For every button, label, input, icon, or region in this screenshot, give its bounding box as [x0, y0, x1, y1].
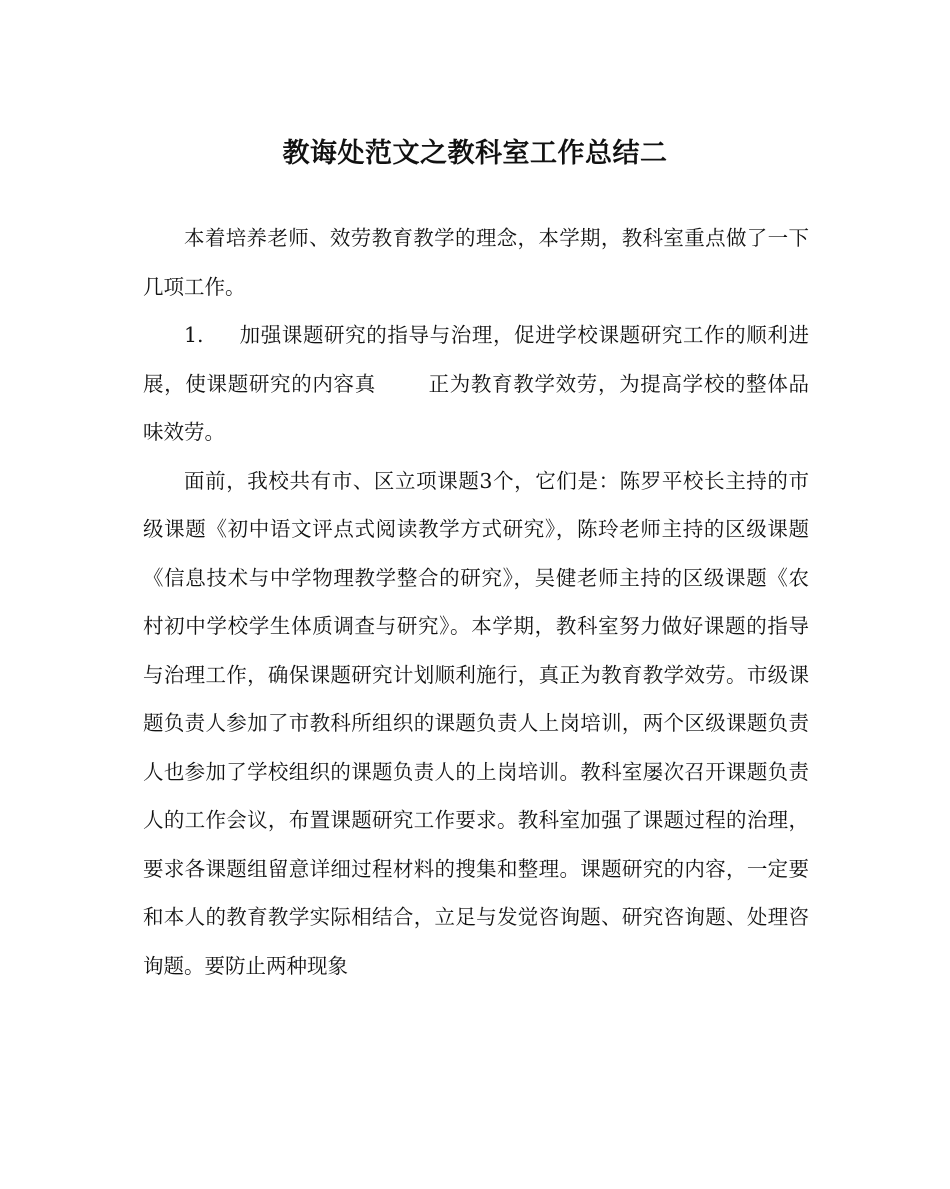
intro-paragraph: 本着培养老师、效劳教育教学的理念，本学期，教科室重点做了一下几项工作。 — [143, 226, 809, 299]
document-title: 教诲处范文之教科室工作总结二 — [282, 138, 668, 169]
item-1-text-part2: 正为教育教学效劳，为提高学校的整体品味效劳。 — [143, 371, 810, 444]
item-1-paragraph — [143, 311, 809, 457]
item-1-text-part1: 加强课题研究的指导与治理，促进学校课题研究工作的顺利进展，使课题研究的内容真 — [143, 323, 809, 396]
document-body — [143, 214, 809, 990]
item-1-number: 1. — [184, 323, 204, 347]
body-paragraph-2: 面前，我校共有市、区立项课题3个，它们是：陈罗平校长主持的市级课题《初中语文评点式阅读教学方式研究》，陈玲老师主持的区级课题《信息技术与中学物理教学整合的研究》，吴健老师主持的区级课题《农村初中学校学生体质调查与研究》。本学期，教科室努力做好课题的指导与治理工作，确保课题研究计划顺利施行，真正为教育教学效劳。市级课题负责人参加了市教科所组织的课题负责人上岗培训，两个区级课题负责人也参加了学校组织的课题负责人的上岗培训。教科室屡次召开课题负责人的工作会议，布置课题研究工作要求。教科室加强了课题过程的治理，要求各课题组留意详细过程材料的搜集和整理。课题研究的内容，一定要和本人的教育教学实际相结合，立足与发觉咨询题、研究咨询题、处理咨询题。要防止两种现象 — [143, 468, 809, 978]
